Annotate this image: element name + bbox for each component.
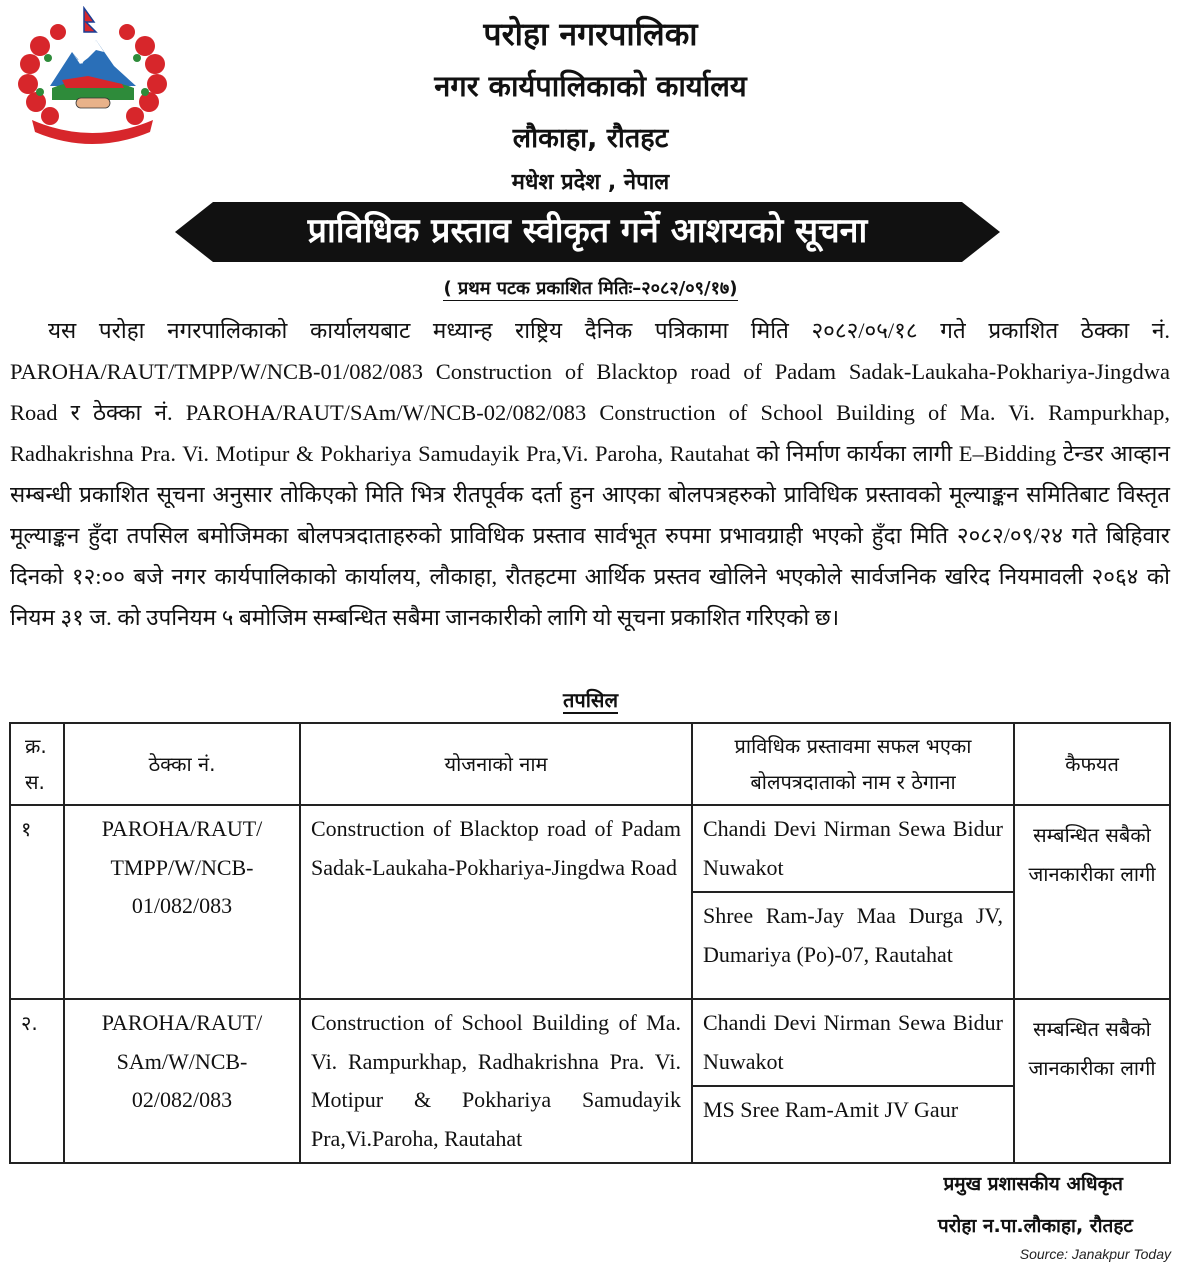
- bidder-entry: Chandi Devi Nirman Sewa Bidur Nuwakot: [703, 1010, 1003, 1074]
- bidder-entry: MS Sree Ram-Amit JV Gaur: [693, 1085, 1013, 1134]
- row-project: Construction of Blacktop road of Padam Sadak-Laukaha-Pokhariya-Jingdwa Road: [300, 805, 692, 999]
- table-row: [10, 805, 1170, 999]
- header-project: योजनाको नाम: [300, 723, 692, 805]
- row-remarks: सम्बन्धित सबैको जानकारीका लागी: [1014, 805, 1170, 999]
- row-bidders: [692, 805, 1014, 999]
- header-sn: क्र. स.: [10, 723, 64, 805]
- row-project: Construction of School Building of Ma. Vi. Rampurkhap, Radhakrishna Pra. Vi. Motipur & Pokhariya Samudayik Pra,Vi.Paroha, Rautahat: [300, 999, 692, 1163]
- bidder-entry: Shree Ram-Jay Maa Durga JV, Dumariya (Po)-07, Rautahat: [693, 891, 1013, 978]
- bidder-table: [9, 722, 1171, 1164]
- source-credit: Source: Janakpur Today: [1019, 1246, 1171, 1262]
- notice-paragraph: यस परोहा नगरपालिकाको कार्यालयबाट मध्यान्ह राष्ट्रिय दैनिक पत्रिकामा मिति २०८२/०५/१८ गते प्रकाशित ठेक्का नं. PAROHA/RAUT/TMPP/W/NCB-01/082/083 Construction of Blacktop road of Padam Sadak-Laukaha-Pokhariya-Jingdwa Road र ठेक्का नं. PAROHA/RAUT/SAm/W/NCB-02/082/083 Construction of School Building of Ma. Vi. Rampurkhap, Radhakrishna Pra. Vi. Motipur & Pokhariya Samudayik Pra,Vi. Paroha, Rautahat को निर्माण कार्यका लागी E–Bidding टेन्डर आव्हान सम्बन्धी प्रकाशित सूचना अनुसार तोकिएको मिति भित्र रीतपूर्वक दर्ता हुन आएका बोलपत्रहरुको प्राविधिक प्रस्तावको मूल्याङ्कन समितिबाट विस्तृत मूल्याङ्कन हुँदा तपसिल बमोजिमका बोलपत्रदाताहरुको प्राविधिक प्रस्ताव सार्वभूत रुपमा प्रभावग्राही भएको हुँदा मिति २०८२/०९/२४ गते बिहिवार दिनको १२:०० बजे नगर कार्यपालिकाको कार्यालय, लौकाहा, रौतहटमा आर्थिक प्रस्तव खोलिने भएकोले सार्वजनिक खरिद नियमावली २०६४ को नियम ३१ ज. को उपनियम ५ बमोजिम सम्बन्धित सबैमा जानकारीको लागि यो सूचना प्रकाशित गरिएको छ।: [10, 318, 1170, 630]
- office-location: लौकाहा, रौतहट: [512, 123, 669, 154]
- municipality-name: परोहा नगरपालिका: [483, 15, 698, 53]
- bidder-entry: Chandi Devi Nirman Sewa Bidur Nuwakot: [703, 816, 1003, 880]
- table-row: [10, 999, 1170, 1163]
- notice-title: प्राविधिक प्रस्ताव स्वीकृत गर्ने आशयको सूचना: [307, 211, 868, 251]
- table-heading: [0, 686, 1181, 713]
- row-sn: १: [10, 805, 64, 999]
- notice-body: [10, 310, 1170, 638]
- publication-date-text: ( प्रथम पटक प्रकाशित मितिः–२०८२/०९/१७): [443, 278, 738, 299]
- row-bidders: [692, 999, 1014, 1163]
- row-remarks: सम्बन्धित सबैको जानकारीका लागी: [1014, 999, 1170, 1163]
- signatory-office: परोहा न.पा.लौकाहा, रौतहट: [937, 1215, 1133, 1237]
- header-remarks: कैफयत: [1014, 723, 1170, 805]
- province-country: मधेश प्रदेश , नेपाल: [511, 170, 670, 195]
- row-contract: PAROHA/RAUT/ TMPP/W/NCB- 01/082/083: [64, 805, 300, 999]
- notice-title-banner: [175, 200, 1000, 264]
- table-header-row: [10, 723, 1170, 805]
- row-sn: २.: [10, 999, 64, 1163]
- publication-date: [0, 276, 1181, 300]
- table-heading-text: तपसिल: [562, 688, 619, 712]
- row-contract: PAROHA/RAUT/ SAm/W/NCB- 02/082/083: [64, 999, 300, 1163]
- header-bidder: प्राविधिक प्रस्तावमा सफल भएका बोलपत्रदाताको नाम र ठेगाना: [692, 723, 1014, 805]
- signatory-title: प्रमुख प्रशासकीय अधिकृत: [943, 1173, 1123, 1195]
- office-name: नगर कार्यपालिकाको कार्यालय: [434, 69, 747, 103]
- header-contract: ठेक्का नं.: [64, 723, 300, 805]
